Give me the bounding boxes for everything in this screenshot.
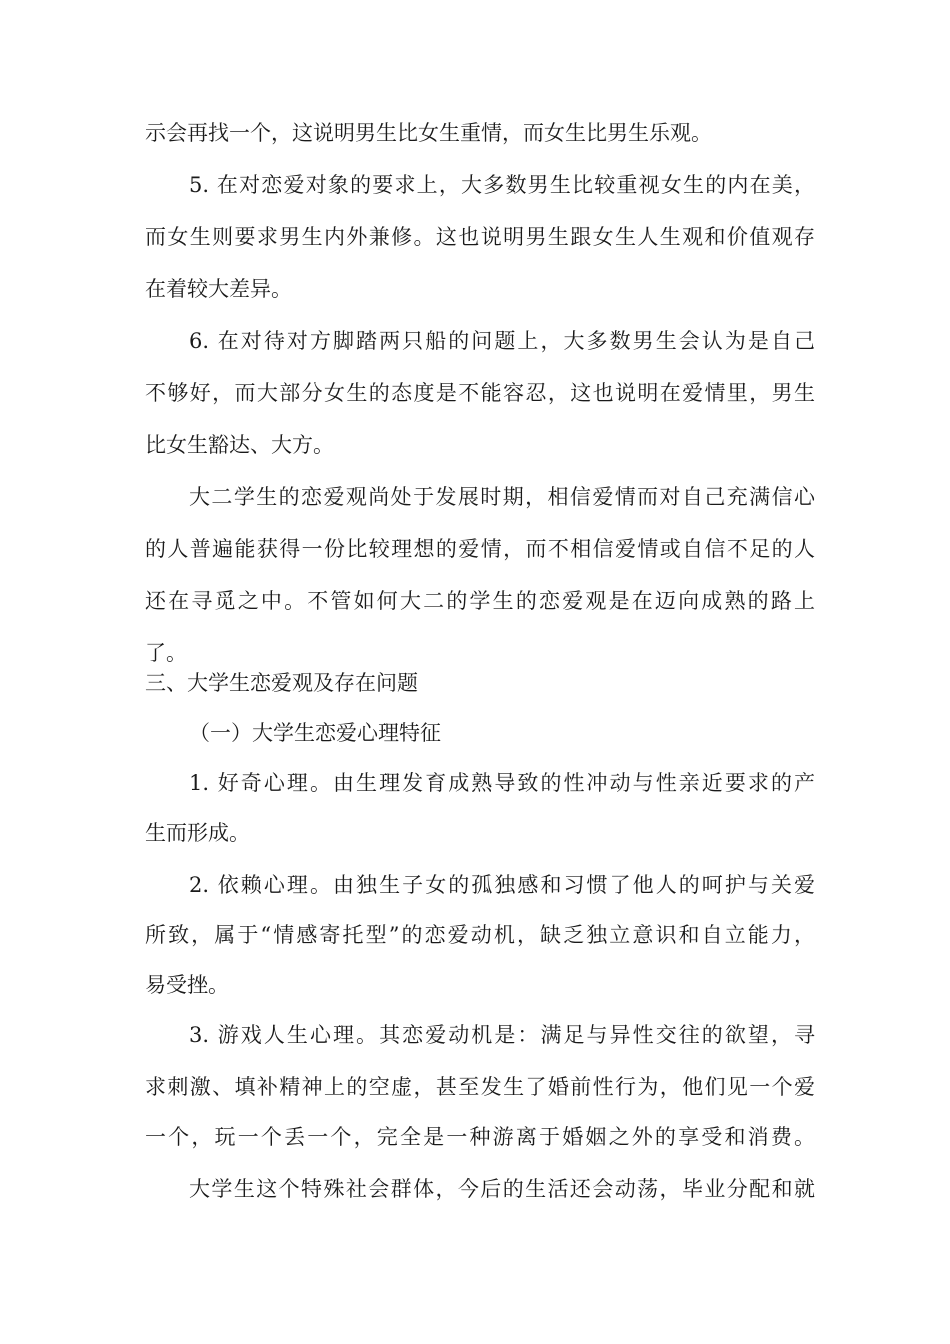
text-line: 的人普遍能获得一份比较理想的爱情，而不相信爱情或自信不足的人 <box>145 537 815 561</box>
text-line: 2. 依赖心理。由独生子女的孤独感和习惯了他人的呵护与关爱 <box>189 873 815 897</box>
text-line: 求刺激、填补精神上的空虚，甚至发生了婚前性行为，他们见一个爱 <box>145 1075 815 1099</box>
text-line: 比女生豁达、大方。 <box>145 433 334 457</box>
subsection-heading: （一）大学生恋爱心理特征 <box>189 721 441 745</box>
text-line: 6. 在对待对方脚踏两只船的问题上，大多数男生会认为是自己 <box>189 329 815 353</box>
text-line: 大学生这个特殊社会群体，今后的生活还会动荡，毕业分配和就 <box>189 1177 815 1201</box>
text-line: 在着较大差异。 <box>145 277 292 301</box>
text-line: 不够好，而大部分女生的态度是不能容忍，这也说明在爱情里，男生 <box>145 381 815 405</box>
text-line: 1. 好奇心理。由生理发育成熟导致的性冲动与性亲近要求的产 <box>189 771 815 795</box>
text-line: 所致，属于“情感寄托型”的恋爱动机，缺乏独立意识和自立能力， <box>145 923 815 947</box>
text-line: 易受挫。 <box>145 973 229 997</box>
text-line: 还在寻觅之中。不管如何大二的学生的恋爱观是在迈向成熟的路上 <box>145 589 815 613</box>
text-line: 了。 <box>145 641 187 665</box>
text-line: 示会再找一个，这说明男生比女生重情，而女生比男生乐观。 <box>145 121 712 145</box>
text-line: 3. 游戏人生心理。其恋爱动机是：满足与异性交往的欲望，寻 <box>189 1023 815 1047</box>
text-line: 生而形成。 <box>145 821 250 845</box>
section-heading: 三、大学生恋爱观及存在问题 <box>145 671 418 695</box>
text-line: 一个，玩一个丢一个，完全是一种游离于婚姻之外的享受和消费。 <box>145 1125 815 1149</box>
text-line: 而女生则要求男生内外兼修。这也说明男生跟女生人生观和价值观存 <box>145 225 815 249</box>
text-line: 5. 在对恋爱对象的要求上，大多数男生比较重视女生的内在美， <box>189 173 815 197</box>
text-line: 大二学生的恋爱观尚处于发展时期，相信爱情而对自己充满信心 <box>189 485 815 509</box>
